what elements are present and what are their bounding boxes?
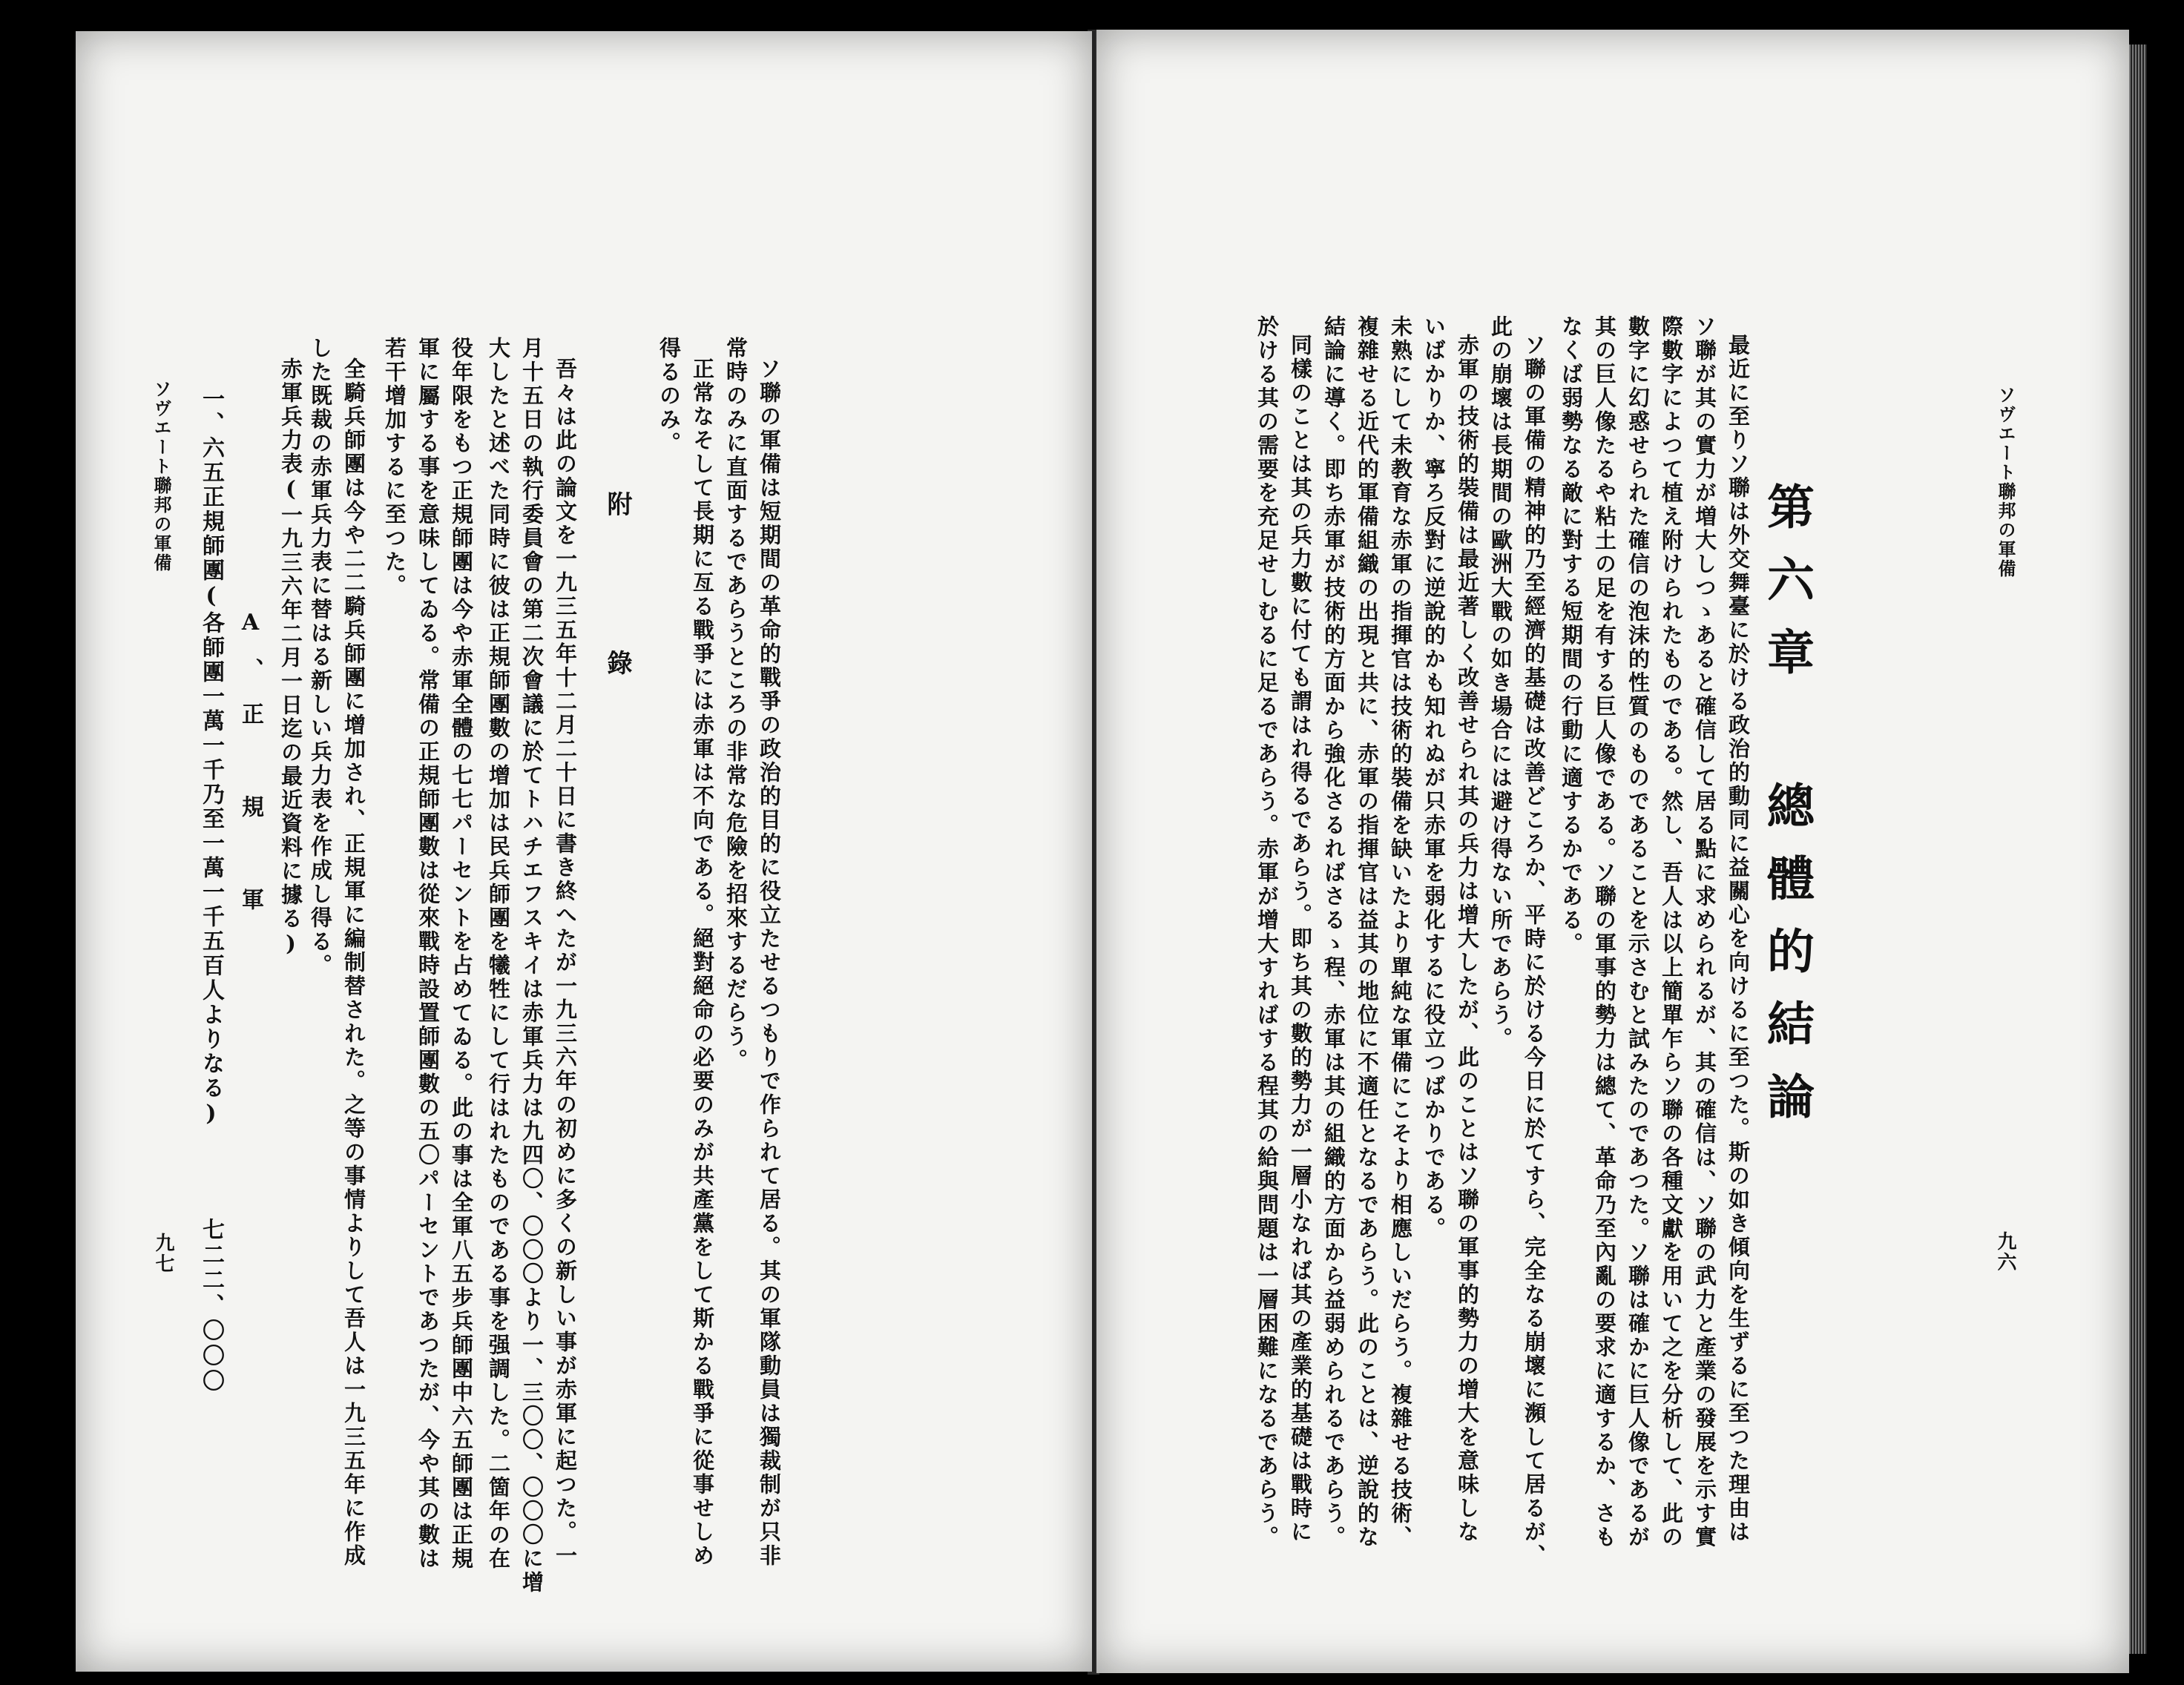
body-line-13: 結論に導く。即ち赤軍が技術的方面から強化さるればさるゝ程、赤軍は其の組織的方面から益弱められるであらう。 bbox=[1321, 315, 1346, 1549]
body-line-6: なくば弱勢なる敵に對する短期間の行動に適するかである。 bbox=[1559, 315, 1584, 956]
body-line-14: 同樣のことは其の兵力數に付ても謂はれ得るであらう。即ち其の數的勢力が一層小なれば其の產業的基礎は戰時に bbox=[1288, 334, 1313, 1544]
table-row-value: 七二二、〇〇〇 bbox=[198, 1218, 224, 1394]
right-page bbox=[1096, 30, 2129, 1673]
body-line-5: 其の巨人像たるや粘土の足を有する巨人像である。ソ聯の軍事的勢力は總て、革命乃至內亂の要求に適するか、さも bbox=[1592, 315, 1617, 1549]
appendix-line-1: 吾々は此の論文を一九三五年十二月二十日に書き終へたが一九三六年の初めに多くの新しい事が赤軍に起つた。一 bbox=[553, 357, 578, 1568]
body-line-2: ソ聯が其の實力が増大しつゝあると確信して居る點に求められるが、其の確信は、ソ聯の武力と產業の發展を示す實 bbox=[1692, 315, 1717, 1549]
body-line-1: 最近に至りソ聯は外交舞臺に於ける政治的動同に益關心を向けるに至つた。斯の如き傾向を生ずるに至つた理由は bbox=[1726, 334, 1751, 1544]
body-line-9: 赤軍の技術的裝備は最近著しく改善せられ其の兵力は增大したが、此のことはソ聯の軍事的勢力の增大を意味しな bbox=[1455, 334, 1480, 1544]
body-line-15: 於ける其の需要を充足せしむるに足るであらう。赤軍が增大すればする程其の給與問題は一層困難になるであらう。 bbox=[1254, 315, 1280, 1549]
left-page bbox=[76, 31, 1095, 1672]
chapter-title: 第六章 總體的結論 bbox=[1759, 482, 1815, 1144]
running-head: ソヴエート聯邦の軍備 bbox=[151, 380, 172, 573]
section-heading: A、正 規 軍 bbox=[237, 610, 263, 932]
page-number: 九六 bbox=[1994, 1231, 2016, 1273]
appendix-line-9: 赤軍兵力表(一九三六年二月一日迄の最近資料に據る) bbox=[278, 357, 303, 958]
body-line-2: 常時のみに直面するであらうところの非常な危險を招來するだらう。 bbox=[723, 337, 749, 1072]
body-line-11: 未熟にして未教育な赤軍の指揮官は技術的裝備を缺いたより單純な軍備にこそより相應しいだらう。複雜せる技術、 bbox=[1388, 315, 1413, 1549]
appendix-line-6: 若干增加するに至つた。 bbox=[382, 337, 407, 598]
body-line-1: ソ聯の軍備は短期間の革命的戰爭の政治的目的に役立たせるつもりで作られて居る。其の軍隊動員は獨裁制が只非 bbox=[757, 357, 782, 1568]
appendix-line-4: 役年限をもつ正規師團は今や赤軍全體の七七パーセントを占めてゐる。此の事は全軍八五步兵師團中六五師團は正規 bbox=[449, 337, 474, 1571]
appendix-line-8: した既裁の赤軍兵力表に替はる新しい兵力表を作成し得る。 bbox=[308, 337, 333, 977]
table-row-label: 一、六五正規師團(各師團一萬一千乃至一萬一千五百人よりなる) bbox=[198, 387, 224, 1129]
body-line-4: 得るのみ。 bbox=[657, 337, 682, 455]
body-line-3: 正常なそして長期に亙る戰爭には赤軍は不向である。絕對絕命の必要のみが共產黨をして斯かる戰爭に從事せしめ bbox=[690, 357, 715, 1568]
body-line-4: 數字に幻惑せられた確信の泡沫的性質のものであることを示さむと試みたのであつた。ソ聯は確かに巨人像であるが bbox=[1625, 315, 1651, 1549]
body-line-7: ソ聯の軍備の精神的乃至經濟的基礎は改善どころか、平時に於ける今日に於てすら、完全なる崩壞に瀕して居るが、 bbox=[1522, 334, 1547, 1568]
appendix-line-2: 月十五日の執行委員會の第二次會議に於てトハチエフスキイは赤軍兵力は九四〇、〇〇〇より一、三〇〇、〇〇〇に增 bbox=[519, 337, 545, 1595]
body-line-8: 此の崩壞は長期間の歐洲大戰の如き場合には避け得ない所であらう。 bbox=[1488, 315, 1513, 1051]
running-head: ソヴエート聯邦の軍備 bbox=[1995, 386, 2016, 578]
body-line-3: 際數字によつて植え附けられたものである。然し、吾人は以上簡單乍らソ聯の各種文獻を用いて之を分析して、此の bbox=[1659, 315, 1684, 1549]
page-number: 九七 bbox=[152, 1233, 174, 1274]
appendix-line-5: 軍に屬する事を意味してゐる。常備の正規師團數は從來戰時設置師團數の五〇パーセントであつたが、今や其の數は bbox=[415, 337, 441, 1571]
appendix-title: 附 錄 bbox=[602, 491, 632, 727]
appendix-line-3: 大したと述べた同時に彼は正規師團數の增加は民兵師團を犧牲にして行はれたものである事を强調した。二箇年の在 bbox=[486, 337, 511, 1571]
body-line-12: 複雜せる近代的軍備組織の出現と共に、赤軍の指揮官は益其の地位に不適任となるであらう。此のことは、逆說的な bbox=[1355, 315, 1380, 1549]
appendix-line-7: 全騎兵師團は今や二二騎兵師團に增加され、正規軍に編制替された。之等の事情よりして吾人は一九三五年に作成 bbox=[341, 357, 366, 1568]
body-line-10: いばかりか、寧ろ反對に逆說的かも知れぬが只赤軍を弱化するに役立つばかりである。 bbox=[1421, 315, 1447, 1241]
